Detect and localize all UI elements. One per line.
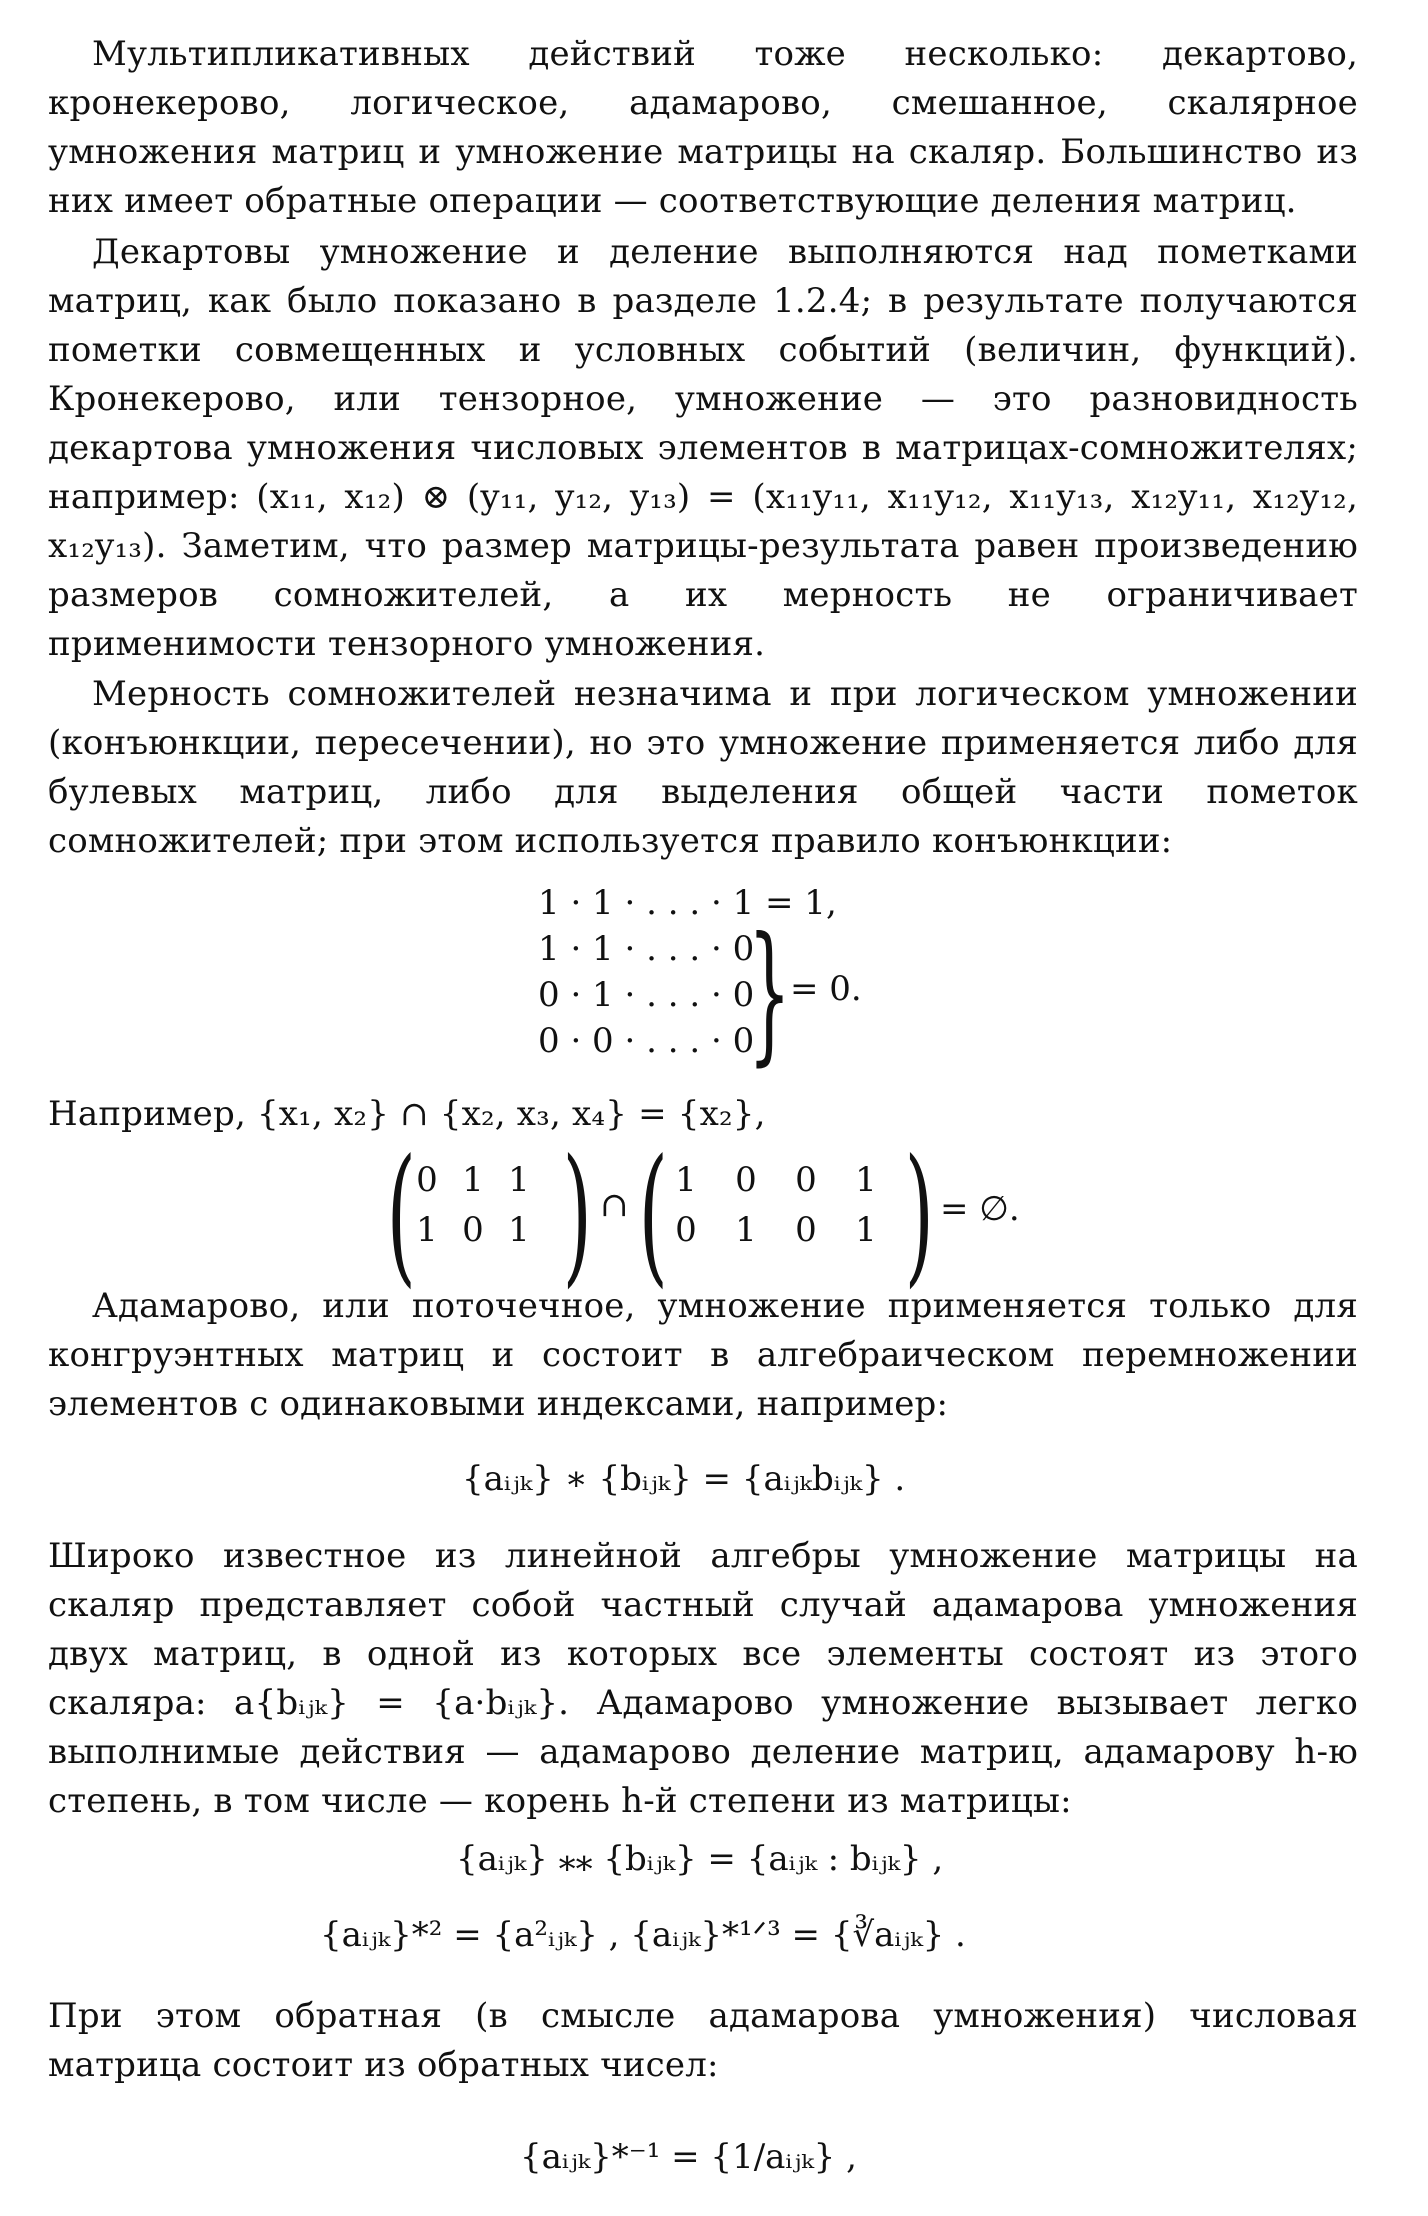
paragraph-cartesian: Декартовы умножение и деление выполняются над пометками матриц, как было показано в разделе 1.2.4; в результате получаются пометки совмещенных и условных событий (величин, функций). Кронекерово, или тензорное, умножение — это разновидность декартова умножения числовых элементов в матрицах-сомножителях; например: (x₁₁, x₁₂) ⊗ (y₁₁, y₁₂, y₁₃) = (x₁₁y₁₁, x₁₁y₁₂, x₁₁y₁₃, x₁₂y₁₁, x₁₂y₁₂, x₁₂y₁₃). Заметим, что размер матрицы-результата равен произведению размеров сомножителей, а их мерность не ограничивает применимости тензорного умножения.: [48, 232, 1358, 664]
matrix-b-cell: 1: [855, 1210, 877, 1250]
division-formula: {aᵢⱼₖ} ⁎⁎ {bᵢⱼₖ} = {aᵢⱼₖ : bᵢⱼₖ} ,: [456, 1839, 944, 1879]
power-formula: {aᵢⱼₖ}*² = {a²ᵢⱼₖ} , {aᵢⱼₖ}*¹ᐟ³ = {∛aᵢⱼₖ} .: [320, 1915, 966, 1955]
conjunction-line-2: 1 · 1 · . . . · 0: [538, 929, 755, 969]
matrix-result: = ∅.: [940, 1189, 1020, 1229]
matrix-b-cell: 0: [795, 1210, 817, 1250]
matrix-b-cell: 1: [735, 1210, 757, 1250]
matrix-b: [656, 1160, 896, 1250]
matrix-b-cell: 0: [795, 1160, 817, 1200]
right-paren-icon: ): [562, 1128, 592, 1302]
hadamard-formula: {aᵢⱼₖ} ∗ {bᵢⱼₖ} = {aᵢⱼₖbᵢⱼₖ} .: [462, 1459, 906, 1499]
intersection-sign: ∩: [600, 1185, 629, 1225]
matrix-b-cell: 0: [675, 1210, 697, 1250]
matrix-a-cell: 0: [462, 1210, 484, 1250]
conjunction-line-4: 0 · 0 · . . . · 0: [538, 1021, 755, 1061]
paragraph-multiplicative: Мультипликативных действий тоже несколько: декартово, кронекерово, логическое, адамарово, смешанное, скалярное умножения матриц и умножение матрицы на скаляр. Большинство из них имеет обратные операции — соответствующие деления матриц.: [48, 34, 1358, 221]
right-brace-icon: }: [748, 906, 791, 1080]
matrix-a-cell: 1: [508, 1160, 530, 1200]
paragraph-hadamard: Адамарово, или поточечное, умножение применяется только для конгруэнтных матриц и состоит в алгебраическом перемножении элементов с одинаковыми индексами, например:: [48, 1286, 1358, 1424]
matrix-a-cell: 1: [416, 1210, 438, 1250]
matrix-b-cell: 0: [735, 1160, 757, 1200]
inverse-formula: {aᵢⱼₖ}*⁻¹ = {1/aᵢⱼₖ} ,: [520, 2137, 857, 2177]
paragraph-scalar: Широко известное из линейной алгебры умножение матрицы на скаляр представляет собой частный случай адамарова умножения двух матриц, в одной из которых все элементы состоят из этого скаляра: a{bᵢⱼₖ} = {a·bᵢⱼₖ}. Адамарово умножение вызывает легко выполнимые действия — адамарово деление матриц, адамарову h-ю степень, в том числе — корень h-й степени из матрицы:: [48, 1536, 1358, 1821]
matrix-a-cell: 1: [508, 1210, 530, 1250]
matrix-a-cell: 0: [416, 1160, 438, 1200]
paragraph-example: Например, {x₁, x₂} ∩ {x₂, x₃, x₄} = {x₂},: [48, 1094, 766, 1134]
left-paren-icon: (: [386, 1128, 416, 1302]
right-paren-icon: ): [904, 1128, 934, 1302]
matrix-b-cell: 1: [855, 1160, 877, 1200]
matrix-a-cell: 1: [462, 1160, 484, 1200]
conjunction-line-1: 1 · 1 · . . . · 1 = 1,: [538, 883, 837, 923]
matrix-b-cell: 1: [675, 1160, 697, 1200]
conjunction-result: = 0.: [790, 969, 862, 1009]
paragraph-logical: Мерность сомножителей незначима и при логическом умножении (конъюнкции, пересечении), но это умножение применяется либо для булевых матриц, либо для выделения общей части пометок сомножителей; при этом используется правило конъюнкции:: [48, 674, 1358, 861]
matrix-a: [404, 1160, 542, 1250]
left-paren-icon: (: [638, 1128, 668, 1302]
paragraph-inverse: При этом обратная (в смысле адамарова умножения) числовая матрица состоит из обратных чисел:: [48, 1996, 1358, 2085]
conjunction-line-3: 0 · 1 · . . . · 0: [538, 975, 755, 1015]
